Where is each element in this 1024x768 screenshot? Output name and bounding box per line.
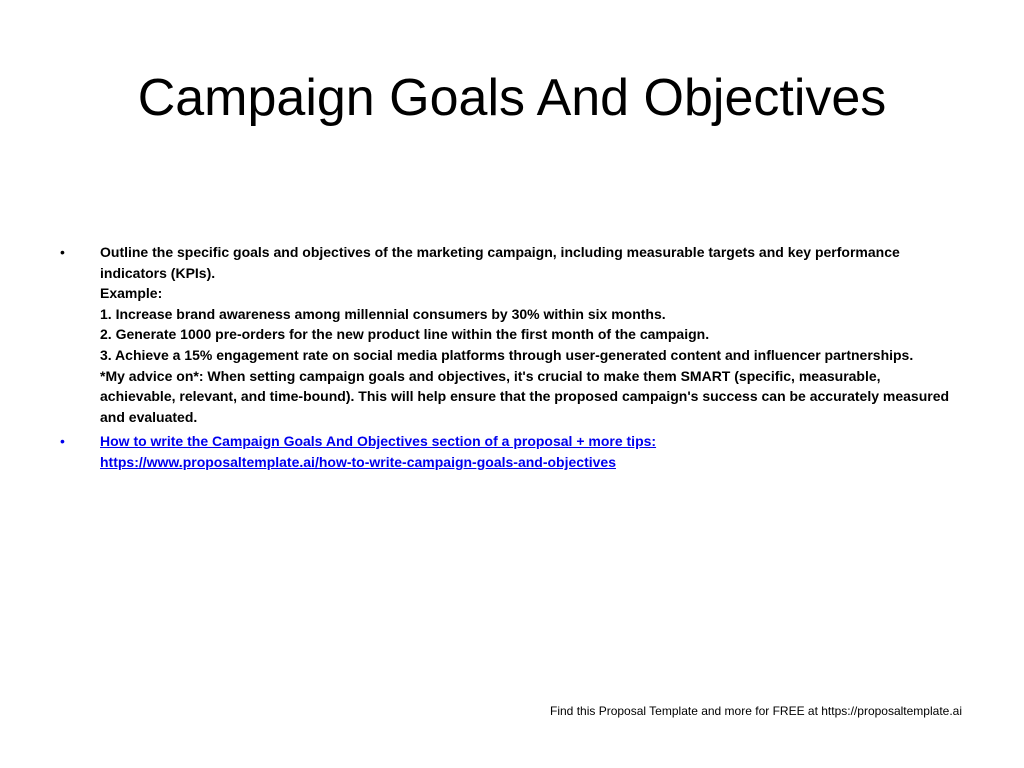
slide-content [56,242,956,473]
bullet-line-advice: *My advice on*: When setting campaign goals and objectives, it's crucial to make them SMART (specific, measurable, achievable, relevant, and time-bound). This will help ensure that the proposed campaign's success can be accurately measured and evaluated. [100,367,950,425]
footer-text: Find this Proposal Template and more for FREE at https://proposaltemplate.ai [550,704,962,718]
bullet-line-example-3: 3. Achieve a 15% engagement rate on social media platforms through user-generated content and influencer partnerships. [100,346,914,363]
tips-link[interactable] [100,431,956,472]
bullet-line-outline: Outline the specific goals and objectives of the marketing campaign, including measurable targets and key performance indicators (KPIs). [100,244,900,281]
bullet-marker: • [60,433,65,450]
bullet-line-example-1: 1. Increase brand awareness among millennial consumers by 30% within six months. [100,305,666,322]
bullet-marker: • [60,244,65,260]
slide-title: Campaign Goals And Objectives [137,69,887,127]
bullet-line-example-label: Example: [100,285,163,302]
bullet-item-description [56,242,956,427]
tips-link-url: https://www.proposaltemplate.ai/how-to-write-campaign-goals-and-objectives [100,453,616,470]
tips-link-text: How to write the Campaign Goals And Objectives section of a proposal + more tips: [100,433,657,450]
bullet-item-link [56,431,956,472]
bullet-line-example-2: 2. Generate 1000 pre-orders for the new product line within the first month of the campaign. [100,326,710,343]
